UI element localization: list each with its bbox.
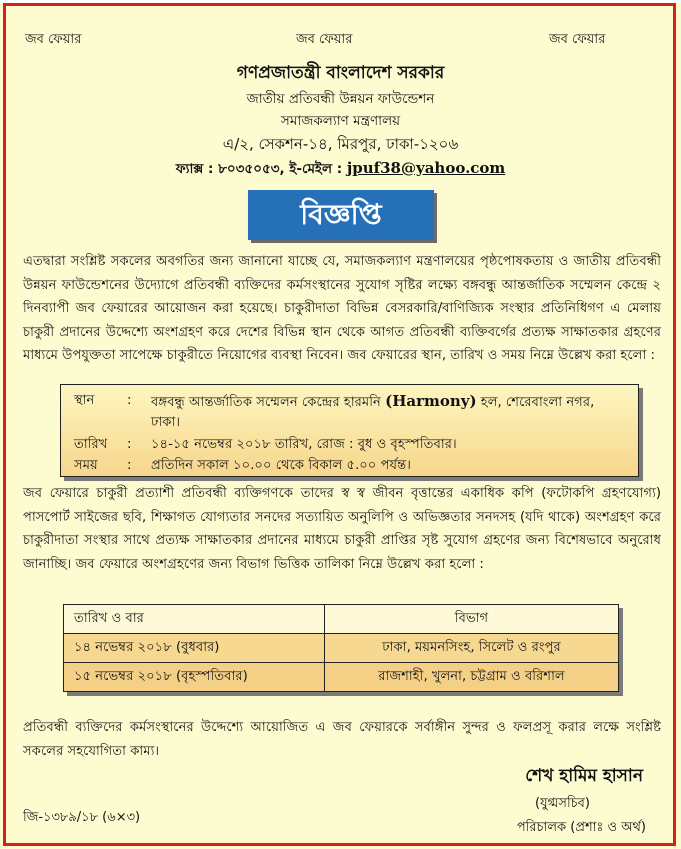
- place-value-en: (Harmony): [385, 392, 477, 410]
- table-header-row: [64, 605, 619, 634]
- date-label: তারিখ: [74, 437, 108, 452]
- table-row: [64, 634, 619, 663]
- email-link[interactable]: jpuf38@yahoo.com: [346, 159, 506, 177]
- foundation-name: জাতীয় প্রতিবন্ধী উন্নয়ন ফাউন্ডেশন: [246, 91, 435, 107]
- intro-paragraph: এতদ্বারা সংশ্লিষ্ট সকলের অবগতির জন্য জানানো যাচ্ছে যে, সমাজকল্যাণ মন্ত্রণালয়ের পৃষ্ঠপোষকতায় ও জাতীয় প্রতিবন্ধী উন্নয়ন ফাউন্ডেশনের উদ্যোগে প্রতিবন্ধী ব্যক্তিদের কর্মসংস্থানের সুযোগ সৃষ্টির লক্ষ্যে বঙ্গবন্ধু আন্তর্জাতিক সম্মেলন কেন্দ্রে ২ দিনব্যাপী জব ফেয়ারের আয়োজন করা হয়েছে। চাকুরীদাতা বিভিন্ন বেসরকারি/বাণিজ্যিক সংস্থার প্রতিনিধিগণ এ মেলায় চাকুরী প্রদানের উদ্দেশ্যে অংশগ্রহণ করে দেশের বিভিন্ন স্থান থেকে আগত প্রতিবন্ধী ব্যক্তিবর্গের প্রত্যক্ষ সাক্ষাতকার গ্রহণের মাধ্যমে উপযুক্ততা সাপেক্ষে চাকুরীতে নিয়োগের ব্যবস্থা নিবেন। জব ফেয়ারের স্থান, তারিখ ও সময় নিম্নে উল্লেখ করা হলো :: [23, 254, 661, 363]
- place-value-bn: বঙ্গবন্ধু আন্তর্জাতিক সম্মেলন কেন্দ্রের হারমনি: [151, 395, 386, 410]
- top-edge: [0, 0, 681, 3]
- closing-paragraph: প্রতিবন্ধী ব্যক্তিদের কর্মসংস্থানের উদ্দেশ্যে আয়োজিত এ জব ফেয়ারকে সর্বাঙ্গীন সুন্দর ও ফলপ্রসূ করার লক্ষে সংশ্লিষ্ট সকলের সহযোগিতা কাম্য।: [23, 720, 661, 759]
- job-fair-label-center: জব ফেয়ার: [296, 32, 353, 47]
- date-colon: :: [127, 437, 132, 452]
- signatory-role: (যুগ্মসচিব): [535, 796, 590, 811]
- header-date-day: তারিখ ও বার: [64, 605, 325, 634]
- row1-date: ১৪ নভেম্বর ২০১৮ (বুধবার): [64, 634, 325, 663]
- time-value: প্রতিদিন সকাল ১০.০০ থেকে বিকাল ৫.০০ পর্যন্ত।: [151, 458, 411, 473]
- signatory-designation: পরিচালক (প্রশাঃ ও অর্থ): [516, 820, 646, 835]
- job-fair-label-left: জব ফেয়ার: [25, 32, 82, 47]
- date-value: ১৪-১৫ নভেম্বর ২০১৮ তারিখ, রোজ : বুধ ও বৃহস্পতিবার।: [151, 437, 457, 452]
- division-schedule-table: [63, 604, 619, 692]
- ministry-name: সমাজকল্যাণ মন্ত্রণালয়: [280, 113, 401, 129]
- reference-number: জি-১৩৮৯/১৮ (৬×৩): [23, 810, 141, 825]
- time-colon: :: [127, 458, 132, 473]
- place-value: [151, 391, 621, 433]
- row1-divisions: ঢাকা, ময়মনসিংহ, সিলেট ও রংপুর: [325, 634, 619, 663]
- header-division: বিভাগ: [325, 605, 619, 634]
- time-label: সময়: [74, 458, 98, 473]
- instructions-paragraph: জব ফেয়ারে চাকুরী প্রত্যাশী প্রতিবন্ধী ব্যক্তিগণকে তাদের স্ব স্ব জীবন বৃত্তান্তের একাধিক কপি (ফটোকপি গ্রহণযোগ্য) পাসপোর্ট সাইজের ছবি, শিক্ষাগত যোগ্যতার সনদের সত্যায়িত অনুলিপি ও অভিজ্ঞতার সনদসহ (যদি থাকে) অংশগ্রহণ করে চাকুরীদাতা সংস্থার সাথে প্রত্যক্ষ সাক্ষাতকার প্রদানের মাধ্যমে চাকুরী প্রাপ্তির সৃষ্ট সুযোগ গ্রহণের জন্য বিশেষভাবে অনুরোধ জানাচ্ছি। জব ফেয়ারে অংশগ্রহণের জন্য বিভাগ ভিত্তিক তালিকা নিম্নে উল্লেখ করা হলো :: [23, 486, 661, 572]
- contact-line: [0, 158, 681, 181]
- place-colon: :: [127, 393, 132, 408]
- venue-details-box: [60, 384, 639, 477]
- place-label: স্থান: [74, 393, 95, 408]
- address: এ/২, সেকশন-১৪, মিরপুর, ঢাকা-১২০৬: [222, 135, 459, 153]
- place-value-bn-end: হল, শেরেবাংলা নগর, ঢাকা।: [151, 395, 595, 430]
- notice-title-banner: বিজ্ঞপ্তি: [248, 190, 434, 240]
- table-row: [64, 663, 619, 692]
- fax-text: ফ্যাক্স : ৮০৩৫০৫৩, ই-মেইল :: [175, 161, 347, 177]
- row2-date: ১৫ নভেম্বর ২০১৮ (বৃহস্পতিবার): [64, 663, 325, 692]
- row2-divisions: রাজশাহী, খুলনা, চট্টগ্রাম ও বরিশাল: [325, 663, 619, 692]
- signatory-name: শেখ হামিম হাসান: [525, 766, 643, 786]
- government-title: গণপ্রজাতন্ত্রী বাংলাদেশ সরকার: [236, 63, 445, 83]
- job-fair-label-right: জব ফেয়ার: [549, 32, 606, 47]
